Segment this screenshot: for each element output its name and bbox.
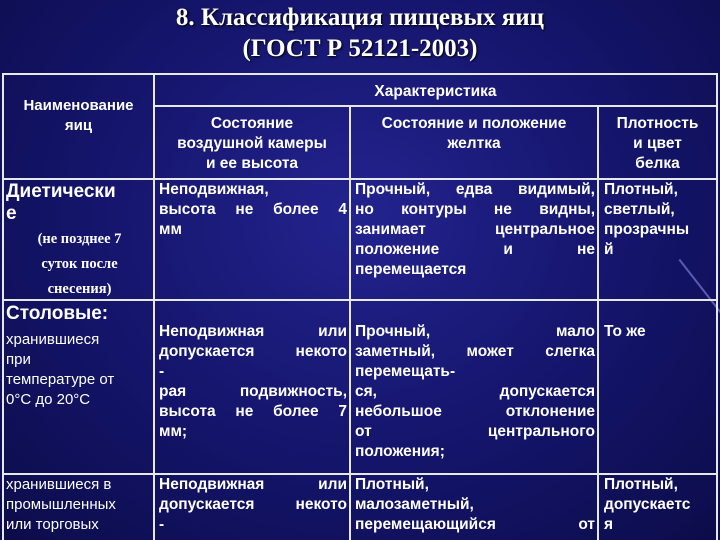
sub1-air-line: допускается некото (159, 343, 347, 360)
sub1-air-line: Неподвижная или (159, 323, 347, 340)
sub1-yolk-line: положения; (355, 443, 445, 460)
header-air-line: и ее высота (205, 155, 299, 172)
row-table-sub2-air (159, 475, 347, 535)
grid-line (2, 73, 718, 75)
row-table-sub2-white (604, 475, 716, 535)
grid-line (153, 105, 718, 107)
sub2-name-line: хранившиеся в (6, 476, 112, 493)
dietary-note-line: снесения) (47, 281, 112, 297)
dietary-white-line: й (604, 241, 614, 258)
row-table-sub2-name (6, 475, 153, 535)
header-yolk-line: желтка (447, 135, 501, 152)
sub1-yolk-line: ся, допускается (355, 383, 595, 400)
dietary-air-line: мм (159, 221, 182, 238)
row-dietary-air (159, 180, 347, 240)
header-name (6, 96, 151, 136)
header-white-line: белка (635, 155, 680, 172)
dietary-note (6, 227, 153, 302)
sub1-name-line: хранившиеся (6, 331, 100, 348)
row-dietary-white (604, 180, 716, 260)
header-white (599, 114, 716, 174)
dietary-yolk-line: занимает центральное (355, 221, 595, 238)
dietary-white-line: светлый, (604, 201, 675, 218)
sub1-air-line: рая подвижность, (159, 383, 347, 400)
sub2-white-line: Плотный, (604, 476, 678, 493)
sub2-white-line: допускаетс (604, 496, 691, 513)
header-yolk (351, 114, 597, 154)
sub1-air-line: мм; (159, 423, 188, 440)
header-white-line: и цвет (633, 135, 682, 152)
sub2-name-line: или торговых (6, 516, 99, 533)
sub2-yolk-line: перемещающийся от (355, 516, 595, 533)
header-air-line: Состояние (210, 115, 294, 132)
dietary-air-line: Неподвижная, (159, 181, 269, 198)
sub1-yolk-line: от центрального (355, 423, 595, 440)
sub2-air-line: - (159, 516, 165, 533)
grid-line (349, 107, 351, 540)
dietary-note-line: суток после (41, 256, 118, 272)
sub1-yolk-line: небольшое отклонение (355, 403, 595, 420)
dietary-white-line: прозрачны (604, 221, 690, 238)
header-name-line: яиц (64, 117, 93, 134)
header-white-line: Плотность (616, 115, 699, 132)
slide-title (0, 2, 720, 64)
dietary-name-line: е (6, 203, 17, 224)
sub2-white-line: я (604, 516, 614, 533)
sub2-air-line: допускается некото (159, 496, 347, 513)
sub1-yolk-line: Прочный, мало (355, 323, 595, 340)
sub1-name-line: 0°С до 20°С (6, 391, 91, 408)
sub1-yolk-line: перемещать- (355, 363, 456, 380)
dietary-air-line: высота не более 4 (159, 201, 347, 218)
header-name-line: Наименование (23, 97, 134, 114)
grid-line (2, 73, 4, 540)
dietary-yolk-line: перемещается (355, 261, 467, 278)
dietary-white-line: Плотный, (604, 181, 678, 198)
row-table-sub2-yolk (355, 475, 595, 535)
sub2-air-line: Неподвижная или (159, 476, 347, 493)
dietary-yolk-line: Прочный, едва видимый, (355, 181, 595, 198)
sub1-name-line: при (6, 351, 31, 368)
decorative-line (679, 259, 720, 331)
header-air-line: воздушной камеры (177, 135, 327, 152)
row-table-sub1-white (604, 322, 716, 342)
dietary-yolk-line: но контуры не видны, (355, 201, 595, 218)
row-table-sub1-yolk (355, 322, 595, 462)
dietary-note-line: (не позднее 7 (37, 231, 122, 247)
dietary-yolk-line: положение и не (355, 241, 595, 258)
header-air-cell (155, 114, 349, 174)
row-dietary-yolk (355, 180, 595, 280)
header-yolk-line: Состояние и положение (381, 115, 567, 132)
row-table-eggs-name: Столовые: (6, 303, 109, 324)
header-characteristic: Характеристика (374, 83, 497, 100)
row-table-sub1-name (6, 330, 153, 410)
sub1-yolk-line: заметный, может слегка (355, 343, 595, 360)
sub2-yolk-line: малозаметный, (355, 496, 474, 513)
grid-line (716, 73, 718, 540)
row-table-sub1-air (159, 322, 347, 442)
sub1-name-line: температуре от (6, 371, 115, 388)
title-line-2: (ГОСТ Р 52121-2003) (242, 35, 478, 62)
row-dietary-name (6, 181, 153, 302)
dietary-name-line: Диетически (6, 181, 116, 202)
sub2-name-line: промышленных (6, 496, 116, 513)
title-line-1: 8. Классификация пищевых яиц (175, 4, 545, 31)
sub1-air-line: - (159, 363, 165, 380)
sub2-yolk-line: Плотный, (355, 476, 429, 493)
sub1-air-line: высота не более 7 (159, 403, 347, 420)
sub1-white-line: То же (604, 323, 646, 340)
